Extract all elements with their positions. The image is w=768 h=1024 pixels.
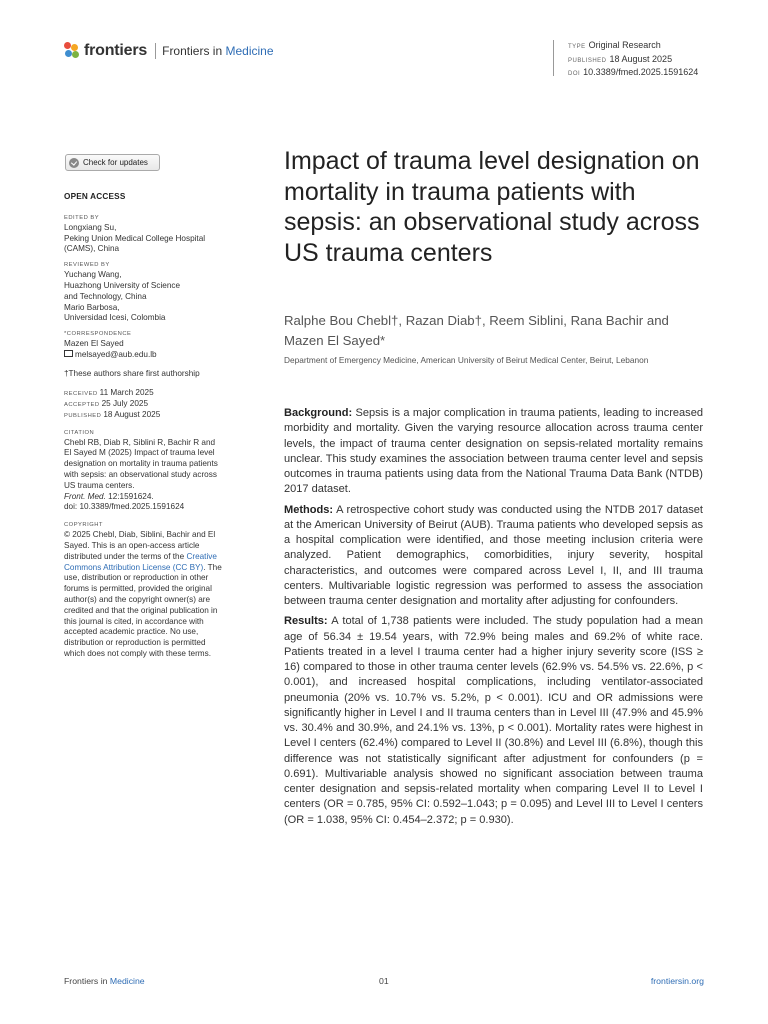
header-divider — [155, 43, 156, 59]
edited-by-block: EDITED BY Longxiang Su, Peking Union Medical College Hospital (CAMS), China — [64, 214, 206, 254]
article-published: PUBLISHED 18 August 2025 — [568, 53, 673, 64]
abstract-methods: Methods: A retrospective cohort study was conducted using the NTDB 2017 dataset at the American University of Beirut (AUB). Trauma patients who developed sepsis as a hospital complication were identified, and those meeting inclusion criteria were analyzed. Patient demographics, comorbidities, injury severity, hospital characteristics, and outcomes were compared across Level I, II, and III trauma centers. Multivariable logistic regression was performed to assess the association between trauma center designation and mortality after adjusting for confounders. — [284, 503, 703, 607]
author-list: Ralphe Bou Chebl†, Razan Diab†, Reem Siblini, Rana Bachir and Mazen El Sayed* — [284, 313, 669, 348]
article-doi[interactable]: DOI 10.3389/fmed.2025.1591624 — [568, 67, 699, 77]
article-sidebar — [64, 192, 254, 666]
copyright-block: COPYRIGHT © 2025 Chebl, Diab, Siblini, Bachir and El Sayed. This is an open-access article distributed under the terms of the Creative Commons Attribution License (CC BY). The use, distribution or reproduction in other forums is permitted, provided the original author(s) and the copyright owner(s) are credited and that the original publication in this journal is cited, in accordance with accepted academic practice. No use, distribution or reproduction is permitted which does not comply with these terms. — [64, 522, 222, 658]
article-title: Impact of trauma level designation on mortality in trauma patients with sepsis: an observational study across US trauma centers — [284, 147, 700, 267]
footer-site-link[interactable]: frontiersin.org — [650, 976, 704, 986]
shared-authorship-note: †These authors share first authorship — [64, 368, 200, 378]
check-for-updates-button[interactable]: Check for updates — [65, 154, 160, 171]
article-type: TYPE Original Research — [568, 40, 661, 50]
page-number: 01 — [379, 976, 389, 986]
correspondence-email[interactable]: melsayed@aub.edu.lb — [64, 350, 254, 361]
brand-name: frontiers — [84, 42, 148, 59]
dates-block: RECEIVED 11 March 2025 ACCEPTED 25 July 2025 PUBLISHED 18 August 2025 — [64, 387, 161, 419]
check-updates-icon — [69, 158, 79, 168]
frontiers-logo-icon — [64, 42, 80, 60]
correspondence-block: *CORRESPONDENCE Mazen El Sayed melsayed@aub.edu.lb — [64, 330, 254, 361]
affiliation: Department of Emergency Medicine, American University of Beirut Medical Center, Beirut, Lebanon — [284, 355, 649, 365]
journal-name: Frontiers in Medicine — [162, 44, 274, 58]
cc-license-link[interactable]: Creative — [186, 551, 217, 561]
abstract — [284, 406, 703, 833]
reviewed-by-block: REVIEWED BY Yuchang Wang, Huazhong University of Science and Technology, China Mario Barbosa, Universidad Icesi, Colombia — [64, 262, 181, 323]
open-access-label: OPEN ACCESS — [64, 192, 126, 201]
abstract-results: Results: A total of 1,738 patients were included. The study population had a mean age of 56.34 ± 19.54 years, with 72.9% being males and 69.2% of white race. Patients treated in a level I trauma center had a higher injury severity score (ISS ≥ 16) compared to those in other trauma center levels (62.9% vs. 54.5% vs. 22.6%, p < 0.001), and increased hospital complications, including ventilator-associated pneumonia (20% vs. 10.7% vs. 5.2%, p < 0.001). ICU and OR admissions were significantly higher in Level I and II trauma centers than in Level III (47.9% and 45.9% vs. 30.4% and 30.9%, and 24.1% vs. 13%, p < 0.001). Mortality rates were highest in Level I centers (62.4%) compared to Level II (30.8%) and Level III (6.8%), though this difference was not statistically significant after adjustment for confounders (p = 0.691). Multivariable analysis showed no significant association between trauma center designation and sepsis-related mortality when comparing Level II to Level I centers (OR = 0.785, 95% CI: 0.592–1.043; p = 0.095) and Level III to Level I centers (OR = 1.038, 95% CI: 0.454–2.372; p = 0.930). — [284, 615, 703, 826]
mail-icon — [64, 350, 73, 357]
citation-block: CITATION Chebl RB, Diab R, Siblini R, Bachir R and El Sayed M (2025) Impact of trauma level designation on mortality in trauma patients with sepsis: an observational study across US trauma centers. Front. Med. 12:1591624. doi: 10.3389/fmed.2025.1591624 — [64, 429, 218, 512]
frontiers-logo[interactable] — [64, 42, 274, 60]
abstract-background: Background: Sepsis is a major complication in trauma patients, leading to increased morbidity and mortality. Given the varying resource allocation across trauma center levels, the impact of trauma center designation on sepsis-related mortality remains unclear. This study examines the association between trauma center level and sepsis outcomes in trauma patients using data from the National Trauma Data Bank (NTDB) 2017 dataset. — [284, 407, 703, 496]
cc-license-link-cont[interactable]: Commons Attribution License (CC BY) — [64, 562, 204, 572]
footer-journal: Frontiers in Medicine — [64, 976, 145, 986]
article-meta — [553, 40, 698, 76]
